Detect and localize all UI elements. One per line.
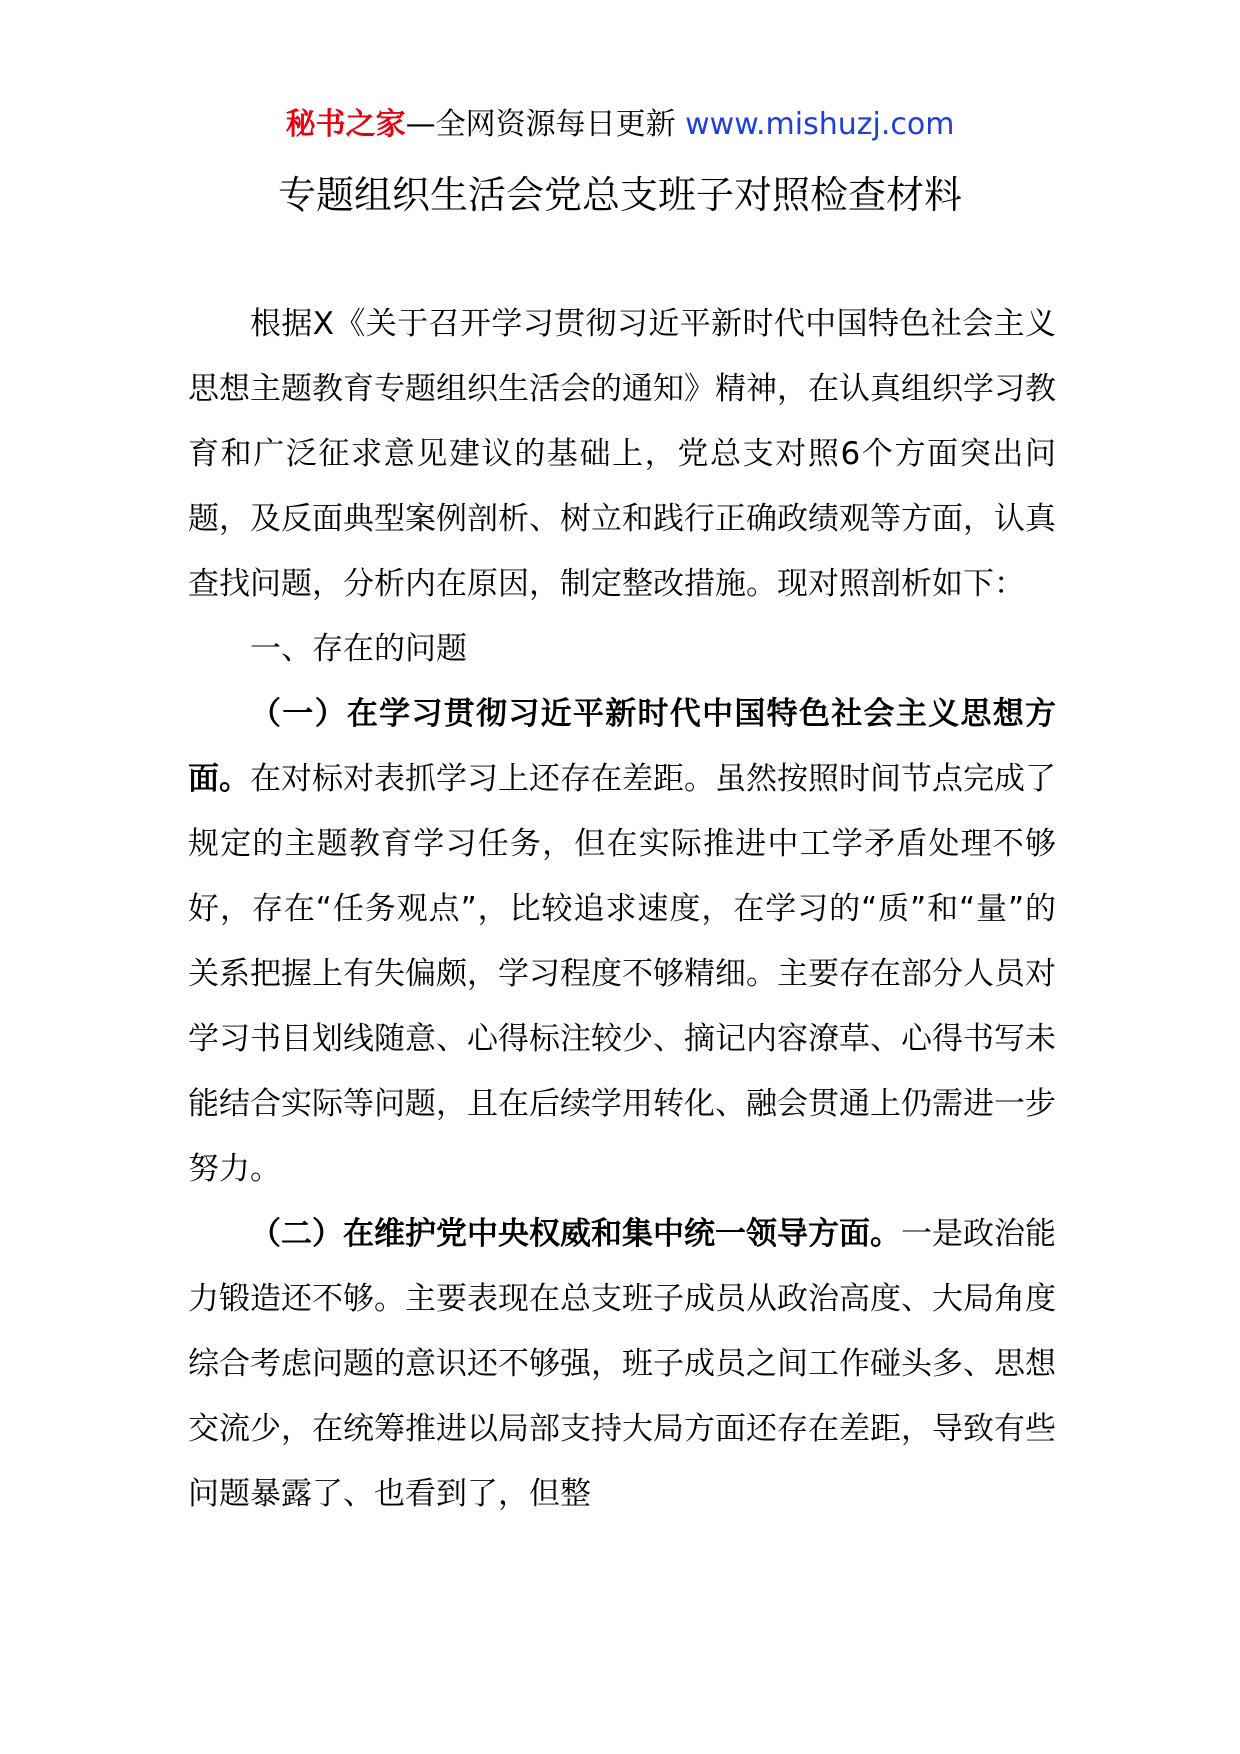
site-url-link[interactable]: www.mishuzj.com xyxy=(685,107,955,142)
source-header xyxy=(0,100,1240,150)
issue-paragraph-2 xyxy=(188,1202,1056,1527)
issue-text-1: 在对标对表抓学习上还存在差距。虽然按照时间节点完成了规定的主题教育学习任务，但在实际推进中工学矛盾处理不够好，存在“任务观点”，比较追求速度，在学习的“质”和“量”的关系把握上有失偏颇，学习程度不够精细。主要存在部分人员对学习书目划线随意、心得标注较少、摘记内容潦草、心得书写未能结合实际等问题，且在后续学用转化、融会贯通上仍需进一步努力。 xyxy=(188,761,1056,1187)
intro-paragraph: 根据X《关于召开学习贯彻习近平新时代中国特色社会主义思想主题教育专题组织生活会的通知》精神，在认真组织学习教育和广泛征求意见建议的基础上，党总支对照6个方面突出问题，及反面典型案例剖析、树立和践行正确政绩观等方面，认真查找问题，分析内在原因，制定整改措施。现对照剖析如下： xyxy=(188,306,1056,602)
document-body xyxy=(188,292,1056,1527)
document-title: 专题组织生活会党总支班子对照检查材料 xyxy=(277,173,962,217)
issue-heading-2: （二）在维护党中央权威和集中统一领导方面。 xyxy=(250,1216,901,1252)
section-heading: 一、存在的问题 xyxy=(250,631,467,667)
header-slogan: —全网资源每日更新 xyxy=(405,107,686,142)
issue-text-2: 一是政治能力锻造还不够。主要表现在总支班子成员从政治高度、大局角度综合考虑问题的意识还不够强，班子成员之间工作碰头多、思想交流少，在统筹推进以局部支持大局方面还存在差距，导致有些问题暴露了、也看到了，但整 xyxy=(188,1216,1056,1512)
issue-paragraph-1 xyxy=(188,682,1056,1202)
issue-heading-1: （一）在学习贯彻习近平新时代中国特色社会主义思想方面。 xyxy=(188,696,1056,797)
brand-name: 秘书之家 xyxy=(285,107,406,142)
